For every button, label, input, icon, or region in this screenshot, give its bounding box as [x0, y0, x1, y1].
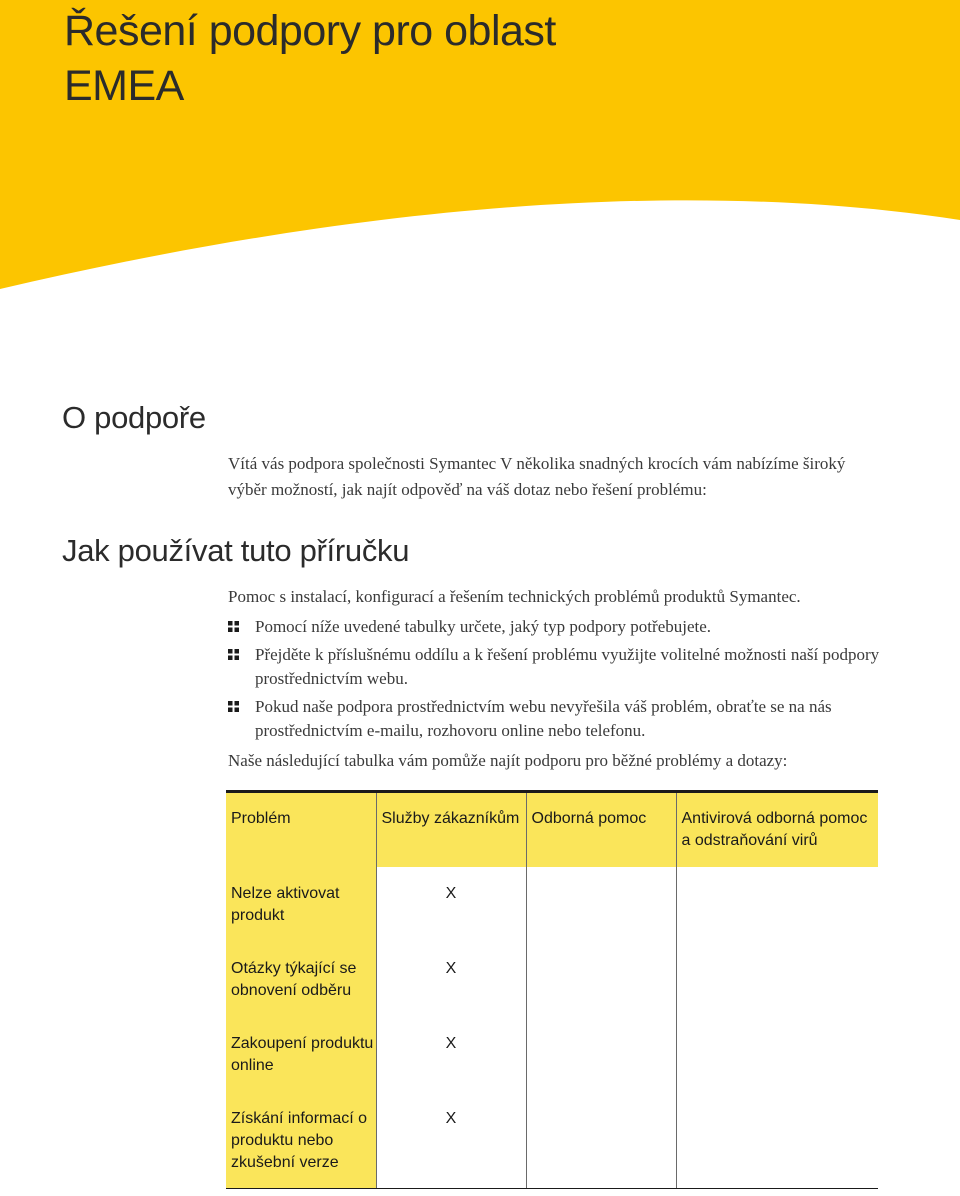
customer-services-cell: X: [376, 867, 526, 942]
expert-help-cell: [526, 942, 676, 1017]
problem-cell: Získání informací o produktu nebo zkušební verze: [226, 1092, 376, 1189]
customer-services-cell: X: [376, 1017, 526, 1092]
column-header-problem: Problém: [226, 792, 376, 868]
table-header-row: [226, 792, 878, 868]
expert-help-cell: [526, 1017, 676, 1092]
problem-cell: Nelze aktivovat produkt: [226, 867, 376, 942]
header-banner: [0, 0, 960, 290]
guide-intro: Pomoc s instalací, konfigurací a řešením technických problémů produktů Symantec.: [228, 587, 801, 606]
table-row: [226, 1017, 878, 1092]
column-header-expert-help: Odborná pomoc: [526, 792, 676, 868]
antivirus-cell: [676, 942, 878, 1017]
table-intro: Naše následující tabulka vám pomůže najít podporu pro běžné problémy a dotazy:: [228, 751, 788, 770]
antivirus-cell: [676, 867, 878, 942]
problem-cell: Zakoupení produktu online: [226, 1017, 376, 1092]
list-item-line-1: Přejděte k příslušnému oddílu a k řešení problému využijte volitelné možnosti naší podpory: [255, 645, 880, 664]
expert-help-cell: [526, 1092, 676, 1189]
table-row: [226, 1092, 878, 1189]
expert-help-cell: [526, 867, 676, 942]
list-item-line-1: Pomocí níže uvedené tabulky určete, jaký typ podpory potřebujete.: [255, 617, 712, 636]
antivirus-cell: [676, 1092, 878, 1189]
antivirus-cell: [676, 1017, 878, 1092]
list-item: [228, 615, 908, 639]
list-item-line-2: prostřednictvím e-mailu, rozhovoru online nebo telefonu.: [255, 721, 646, 740]
square-bullet-icon: [228, 621, 239, 632]
problem-cell: Otázky týkající se obnovení odběru: [226, 942, 376, 1017]
square-bullet-icon: [228, 701, 239, 712]
table-row: [226, 942, 878, 1017]
list-item: [228, 695, 908, 743]
customer-services-cell: X: [376, 942, 526, 1017]
column-header-customer-services: Služby zákazníkům: [376, 792, 526, 868]
list-item-line-1: Pokud naše podpora prostřednictvím webu nevyřešila váš problém, obraťte se na nás: [255, 697, 832, 716]
guide-steps-list: [228, 615, 908, 747]
table-row: [226, 867, 878, 942]
customer-services-cell: X: [376, 1092, 526, 1189]
about-intro-line-2: výběr možností, jak najít odpověď na váš dotaz nebo řešení problému:: [228, 480, 707, 499]
page-title: [64, 4, 556, 114]
guide-heading: Jak používat tuto příručku: [62, 533, 410, 568]
list-item-line-2: prostřednictvím webu.: [255, 669, 408, 688]
page-title-line-2: EMEA: [64, 62, 184, 110]
about-heading: O podpoře: [62, 400, 206, 435]
about-intro: [228, 451, 878, 503]
support-table: [226, 790, 878, 1189]
column-header-antivirus: Antivirová odborná pomoc a odstraňování virů: [676, 792, 878, 868]
page-title-line-1: Řešení podpory pro oblast: [64, 7, 556, 55]
about-intro-line-1: Vítá vás podpora společnosti Symantec V několika snadných krocích vám nabízíme široký: [228, 454, 846, 473]
square-bullet-icon: [228, 649, 239, 660]
list-item: [228, 643, 908, 691]
